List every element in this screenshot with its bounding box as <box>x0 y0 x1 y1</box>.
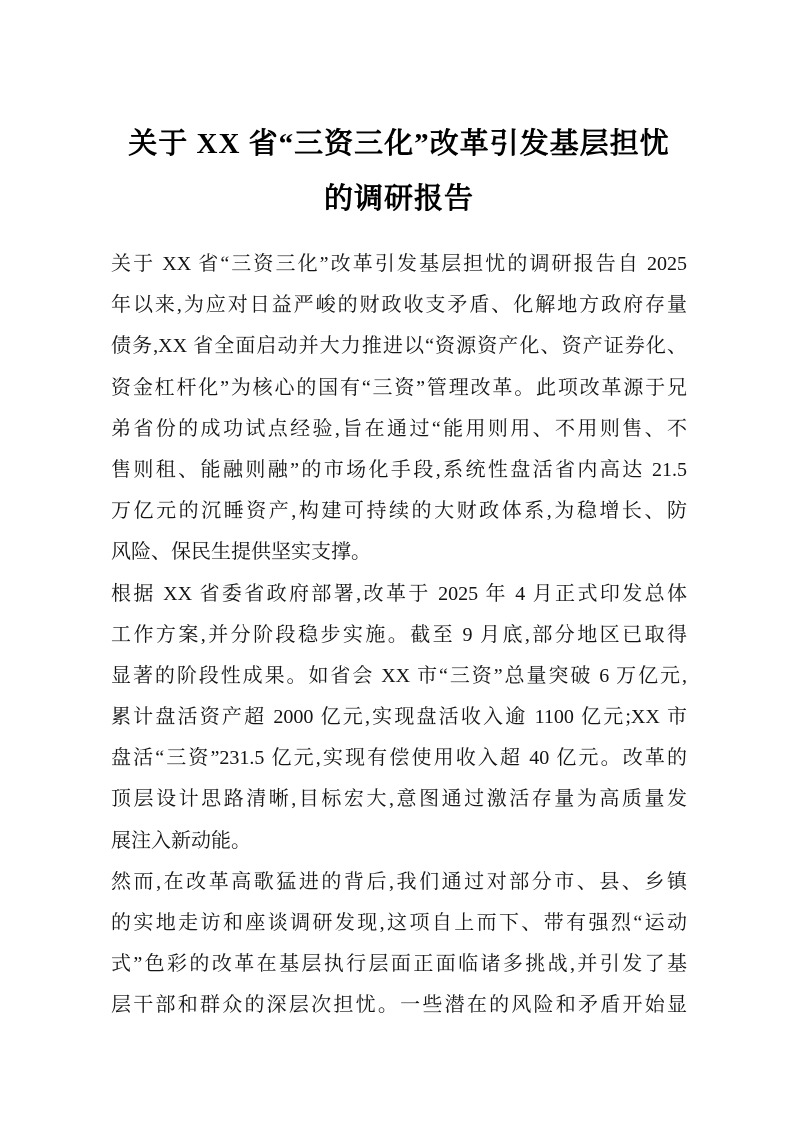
text-line: 的实地走访和座谈调研发现,这项自上而下、带有强烈“运动 <box>111 912 687 934</box>
text-line: 债务,XX 省全面启动并大力推进以“资源资产化、资产证券化、 <box>111 335 687 358</box>
text-line: 工作方案,并分阶段稳步实施。截至 9 月底,部分地区已取得 <box>111 623 687 646</box>
paragraph <box>111 244 687 574</box>
text-line: 式”色彩的改革在基层执行层面正面临诸多挑战,并引发了基 <box>111 953 687 976</box>
title-line-1: 关于 XX 省“三资三化”改革引发基层担忧 <box>128 128 670 160</box>
text-line: 显著的阶段性成果。如省会 XX 市“三资”总量突破 6 万亿元, <box>111 664 687 687</box>
text-line: 层干部和群众的深层次担忧。一些潜在的风险和矛盾开始显 <box>111 994 687 1017</box>
text-line: 万亿元的沉睡资产,构建可持续的大财政体系,为稳增长、防 <box>111 500 687 523</box>
text-line: 根据 XX 省委省政府部署,改革于 2025 年 4 月正式印发总体 <box>111 582 687 605</box>
text-line: 风险、保民生提供坚实支撑。 <box>111 541 371 564</box>
text-line: 顶层设计思路清晰,目标宏大,意图通过激活存量为高质量发 <box>111 788 687 811</box>
paragraph <box>111 574 687 862</box>
text-line: 年以来,为应对日益严峻的财政收支矛盾、化解地方政府存量 <box>111 294 687 317</box>
text-line: 关于 XX 省“三资三化”改革引发基层担忧的调研报告自 2025 <box>111 253 687 275</box>
text-line: 售则租、能融则融”的市场化手段,系统性盘活省内高达 21.5 <box>111 458 687 481</box>
title-line-2: 的调研报告 <box>323 183 474 215</box>
text-line: 累计盘活资产超 2000 亿元,实现盘活收入逾 1100 亿元;XX 市 <box>111 706 687 729</box>
document-title <box>111 117 687 227</box>
text-line: 资金杠杆化”为核心的国有“三资”管理改革。此项改革源于兄 <box>111 376 687 399</box>
text-line: 展注入新动能。 <box>111 829 251 852</box>
text-line: 弟省份的成功试点经验,旨在通过“能用则用、不用则售、不 <box>111 417 687 440</box>
paragraph <box>111 862 687 1027</box>
text-line: 盘活“三资”231.5 亿元,实现有偿使用收入超 40 亿元。改革的 <box>111 747 687 770</box>
document-body <box>111 244 687 1027</box>
text-line: 然而,在改革高歌猛进的背后,我们通过对部分市、县、乡镇 <box>111 870 687 893</box>
